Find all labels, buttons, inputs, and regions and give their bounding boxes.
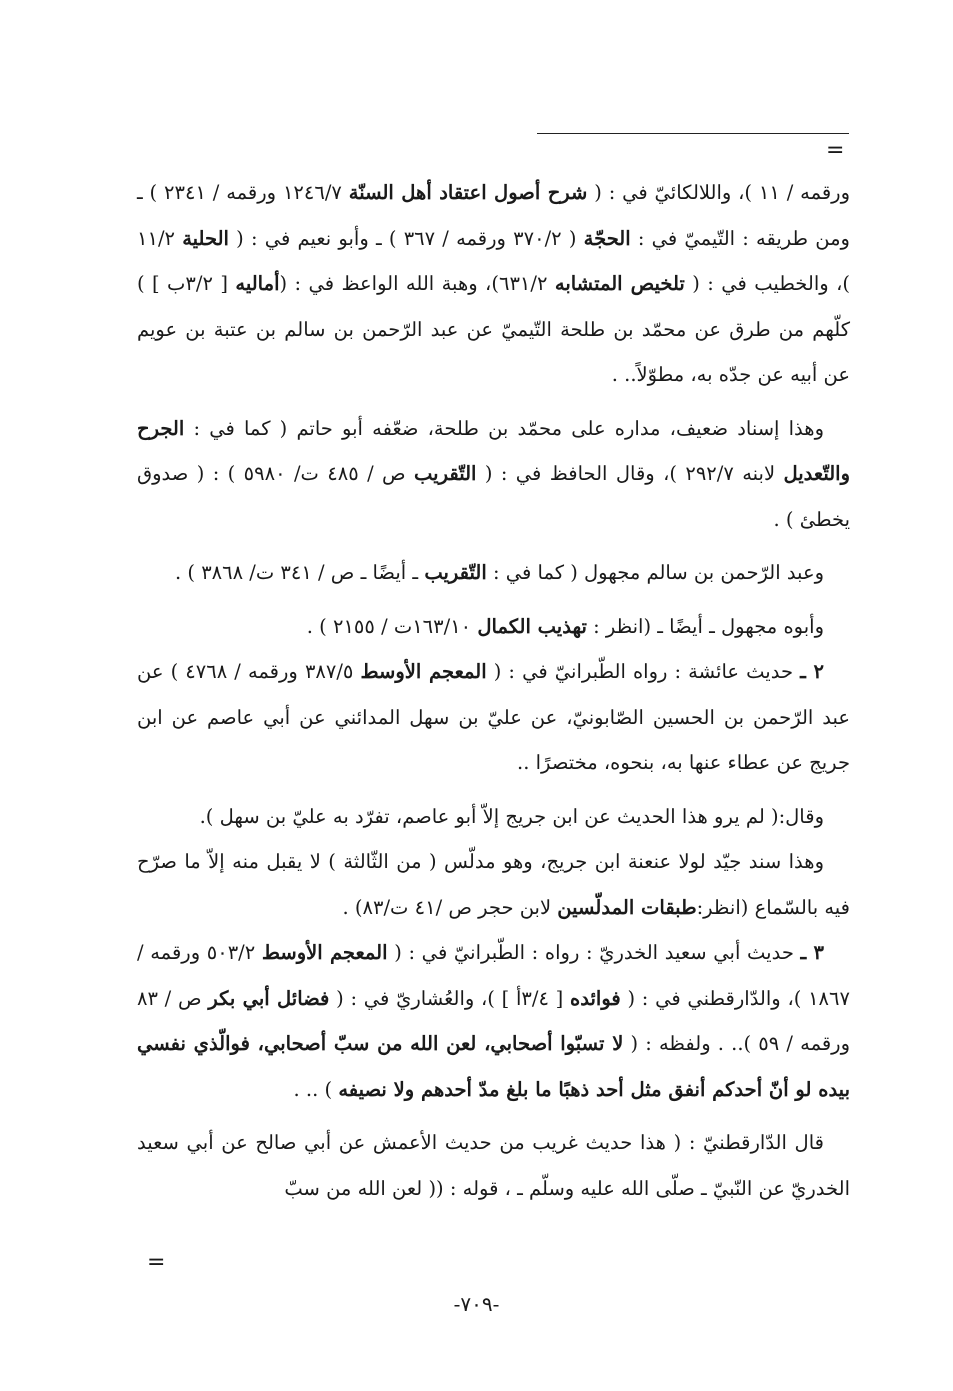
body-text: لابن حجر ص /٤١ ت/٨٣) . [342, 895, 558, 919]
bold-citation-text: التّقريب [414, 462, 477, 485]
body-text: [ ٣/٢ب ] ) كلّهم من طرق عن محمّد بن طلحة التّيميّ عن عبد الرّحمن بن سالم بن عتبة بن عويم عن أبيه عن جدّه به، مطوّلاً.. . [137, 272, 850, 386]
page-number: -٧٠٩- [453, 1292, 500, 1316]
bold-citation-text: الحجّة [583, 226, 631, 250]
paragraph-hadith-abu-said [137, 930, 850, 1112]
body-text: ص / ٨٣ ورقمه / ٥٩ ).. . ولفظه : ( [137, 986, 850, 1055]
body-text: وقال:( لم يرو هذا الحديث عن ابن جريج إلاّ أبو عاصم، تفرّد به عليّ بن سهل ). [199, 804, 824, 828]
footnote-text-block [137, 170, 850, 1211]
paragraph-daraqutni-comment [137, 1120, 850, 1211]
body-text: [ ٣/٤أ ] )، والعُشاريّ في : ( [329, 986, 571, 1010]
continuation-mark-top: = [826, 138, 845, 163]
body-text: ٣٨٧/٥ ورقمه / ٤٧٦٨ ) عن عبد الرّحمن بن الحسين الصّابونيّ، عن عليّ بن سهل المدائني عن أبي عاصم عن ابن جريج عن عطاء عنها به، بنحوه، مختصرًا .. [137, 660, 850, 774]
body-text: ورقمه / ١١ )، واللالكائيّ في : ( [587, 181, 850, 204]
continuation-mark-bottom: = [147, 1250, 166, 1275]
body-text: ١١/٢ )، والخطيب في : ( [137, 226, 850, 295]
paragraph-isnad-weak [137, 406, 850, 543]
body-text: حديث عائشة : رواه الطّبرانيّ في : ( [486, 660, 801, 683]
body-text: ـ أيضًا ـ ص / ٣٤١ ت/ ٣٨٦٨ ) . [174, 561, 425, 584]
bold-citation-text: الحلية [182, 226, 229, 250]
bold-citation-text: شرح أصول اعتقاد أهل السنّة [348, 181, 588, 204]
bold-citation-text: الجرح والتّعديل [137, 416, 850, 485]
footnote-separator-rule [537, 133, 849, 134]
bold-citation-text: لا تسبّوا أصحابي، لعن الله من سبّ أصحابي، فوالّذي نفسي بيده لو أنّ أحدكم أنفق مثل أحد ذهبًا ما بلغ مدّ أحدهم ولا نصيفه [137, 1032, 850, 1101]
bold-citation-text: فضائل أبي بكر [208, 986, 330, 1010]
bold-citation-text: التّقريب [424, 561, 487, 584]
body-text: ٥٠٣/٢ ورقمه / ١٨٦٧ )، والدّارقطني في : ( [137, 941, 850, 1010]
body-text: وأبوه مجهول ـ أيضًا ـ (انظر : [586, 614, 824, 638]
body-text: وعبد الرّحمن بن سالم مجهول ( كما في : [486, 561, 824, 584]
paragraph-father-majhul [137, 604, 850, 650]
bold-citation-text: تلخيص المتشابه [554, 272, 685, 295]
bold-citation-text: ٣ ـ [800, 941, 824, 964]
paragraph-abdulrahman-majhul [137, 550, 850, 596]
bold-citation-text: ٢ ـ [800, 660, 824, 683]
body-text: ١٦٣/١٠ت / ٢١٥٥ ) . [306, 614, 478, 638]
body-text: قال الدّارقطنيّ : ( هذا حديث غريب من حديث الأعمش عن أبي صالح عن أبي سعيد الخدريّ عن النّبيّ ـ صلّى الله عليه وسلّم ـ ، قوله : (( لعن الله من سبّ [137, 1131, 850, 1200]
body-text: وهذا إسناد ضعيف، مداره على محمّد بن طلحة، ضعّفه أبو حاتم ( كما في : [184, 416, 824, 440]
body-text: ص / ٤٨٥ ت/ ٥٩٨٠ ) : ( صدوق يخطئ ) . [137, 462, 850, 531]
paragraph-tabarani-comment [137, 794, 850, 840]
body-text: ٦٣١/٢)، وهبة الله الواعظ في : ( [279, 272, 555, 295]
paragraph-hadith-aisha [137, 649, 850, 786]
paragraph-sources-1 [137, 170, 850, 398]
body-text: ) .. . [293, 1077, 339, 1101]
bold-citation-text: المعجم الأوسط [261, 941, 388, 964]
bold-citation-text: تهذيب الكمال [477, 614, 587, 638]
bold-citation-text: فوائده [570, 986, 621, 1010]
body-text: ١٢٤٦/٧ ورقمه / ٢٣٤١ ) ـ ومن طريقه : التّيميّ في : [137, 181, 850, 250]
body-text: حديث أبي سعيد الخدريّ : رواه : الطّبرانيّ في : ( [387, 941, 801, 964]
body-text: ( ٣٧٠/٢ ورقمه / ٣٦٧ ) ـ وأبو نعيم في : ( [228, 226, 584, 250]
paragraph-ibn-jurayj [137, 839, 850, 930]
body-text: لابنه ٢٩٢/٧ )، وقال الحافظ في : ( [476, 462, 784, 485]
bold-citation-text: طبقات المدلّسين [557, 895, 697, 919]
body-text: وهذا سند جيّد لولا عنعنة ابن جريج، وهو مدلّس ( من الثّالثة ) لا يقبل منه إلاّ ما صرّح فيه بالسّماع (انظر: [137, 850, 850, 919]
bold-citation-text: المعجم الأوسط [360, 660, 487, 683]
bold-citation-text: أماليه [235, 272, 280, 295]
